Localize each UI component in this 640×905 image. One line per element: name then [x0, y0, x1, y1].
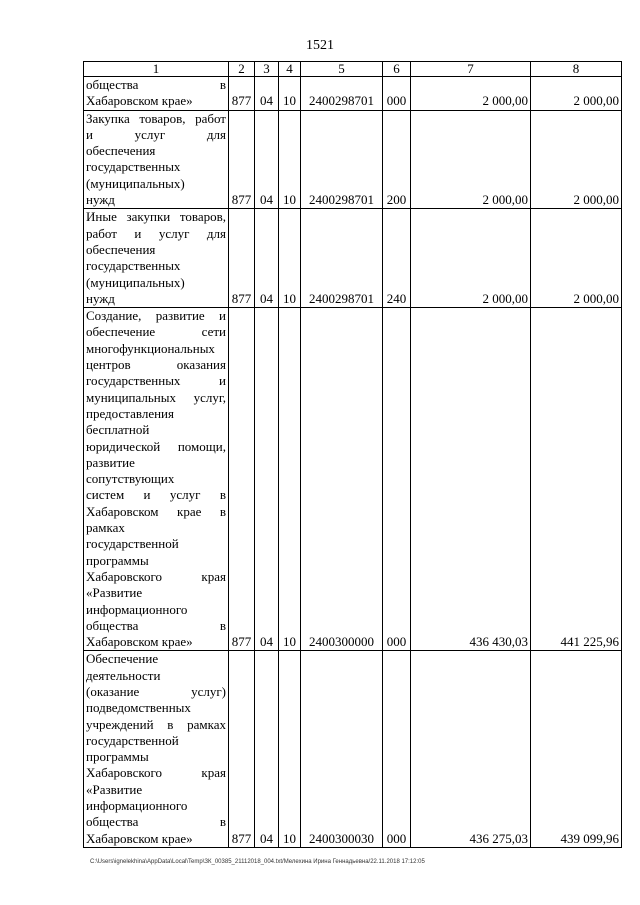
header-row [84, 62, 622, 77]
item-name-line: «Развитие [86, 781, 143, 797]
sum-year1-cell: 2 000,00 [411, 209, 531, 308]
item-name-cell [84, 651, 229, 848]
item-name-line: обеспечения [86, 241, 156, 257]
item-name-line: юридической помощи, [86, 438, 226, 454]
pr-cell: 10 [279, 308, 301, 651]
item-name-line: муниципальных услуг, [86, 389, 226, 405]
item-name-line: работ и услуг для [86, 225, 226, 241]
vr-cell: 000 [383, 651, 411, 848]
csr-cell: 2400298701 [301, 77, 383, 111]
item-name-cell [84, 110, 229, 209]
ved-cell: 877 [229, 77, 255, 111]
header-cell-6: 6 [383, 62, 411, 77]
item-name-line: нужд [86, 192, 115, 208]
vr-cell: 000 [383, 77, 411, 111]
rz-cell: 04 [255, 651, 279, 848]
item-name-line: обеспечение сети [86, 324, 226, 340]
item-name-line: систем и услуг в [86, 487, 226, 503]
table-row [84, 308, 622, 651]
item-name-line: общества в [86, 77, 226, 92]
ved-cell: 877 [229, 209, 255, 308]
header-cell-2: 2 [229, 62, 255, 77]
rz-cell: 04 [255, 110, 279, 209]
page-number: 1521 [306, 38, 334, 53]
budget-table [83, 61, 622, 848]
pr-cell: 10 [279, 110, 301, 209]
rz-cell: 04 [255, 209, 279, 308]
csr-cell: 2400298701 [301, 209, 383, 308]
header-cell-5: 5 [301, 62, 383, 77]
csr-cell: 2400300000 [301, 308, 383, 651]
header-cell-3: 3 [255, 62, 279, 77]
item-name-line: государственной [86, 536, 179, 552]
table-row [84, 77, 622, 111]
item-name-line: рамках [86, 520, 125, 536]
vr-cell: 200 [383, 110, 411, 209]
item-name-line: деятельности [86, 667, 161, 683]
item-name-line: Хабаровского края [86, 568, 226, 584]
item-name-line: подведомственных [86, 700, 191, 716]
item-name-line: сопутствующих [86, 471, 175, 487]
sum-year2-cell: 2 000,00 [531, 209, 622, 308]
item-name-line: «Развитие [86, 585, 143, 601]
item-name-line: Хабаровском крае» [86, 830, 193, 846]
sum-year1-cell: 2 000,00 [411, 110, 531, 209]
sum-year2-cell: 441 225,96 [531, 308, 622, 651]
table-row [84, 651, 622, 848]
item-name-line: Хабаровском крае в [86, 503, 226, 519]
item-name-cell [84, 77, 229, 111]
sum-year1-cell: 2 000,00 [411, 77, 531, 111]
item-name-line: (муниципальных) [86, 175, 185, 191]
item-name-line: Иные закупки товаров, [86, 209, 226, 225]
sum-year1-cell: 436 430,03 [411, 308, 531, 651]
header-cell-8: 8 [531, 62, 622, 77]
rz-cell: 04 [255, 77, 279, 111]
item-name-cell [84, 209, 229, 308]
header-cell-1: 1 [84, 62, 229, 77]
item-name-line: предоставления [86, 405, 174, 421]
sum-year2-cell: 2 000,00 [531, 77, 622, 111]
item-name-line: многофункциональных [86, 340, 215, 356]
ved-cell: 877 [229, 308, 255, 651]
item-name-line: государственных [86, 159, 181, 175]
sum-year2-cell: 439 099,96 [531, 651, 622, 848]
item-name-line: и услуг для [86, 126, 226, 142]
item-name-line: программы [86, 552, 149, 568]
vr-cell: 240 [383, 209, 411, 308]
vr-cell: 000 [383, 308, 411, 651]
item-name-line: информационного [86, 798, 188, 814]
item-name-line: Создание, развитие и [86, 308, 226, 324]
pr-cell: 10 [279, 209, 301, 308]
item-name-line: Хабаровском крае» [86, 634, 193, 650]
pr-cell: 10 [279, 651, 301, 848]
header-cell-4: 4 [279, 62, 301, 77]
item-name-cell [84, 308, 229, 651]
item-name-line: государственной [86, 732, 179, 748]
item-name-line: государственных и [86, 373, 226, 389]
rz-cell: 04 [255, 308, 279, 651]
file-path-footer: C:\Users\ignelekhina\AppData\Local\Temp\ЗК_00385_21112018_004.txt/Мелехина Ирина Геннадьевна/22.11.2018 17:12:05 [90, 859, 425, 865]
csr-cell: 2400300030 [301, 651, 383, 848]
item-name-line: (муниципальных) [86, 274, 185, 290]
item-name-line: развитие [86, 454, 135, 470]
header-cell-7: 7 [411, 62, 531, 77]
sum-year2-cell: 2 000,00 [531, 110, 622, 209]
item-name-line: программы [86, 749, 149, 765]
pr-cell: 10 [279, 77, 301, 111]
csr-cell: 2400298701 [301, 110, 383, 209]
item-name-line: информационного [86, 601, 188, 617]
item-name-line: обеспечения [86, 143, 156, 159]
item-name-line: (оказание услуг) [86, 683, 226, 699]
table-row [84, 110, 622, 209]
item-name-line: учреждений в рамках [86, 716, 226, 732]
item-name-line: Хабаровском крае» [86, 93, 193, 109]
item-name-line: нужд [86, 290, 115, 306]
item-name-line: центров оказания [86, 357, 226, 373]
item-name-line: Закупка товаров, работ [86, 110, 226, 126]
item-name-line: бесплатной [86, 422, 150, 438]
item-name-line: Обеспечение [86, 651, 159, 667]
item-name-line: Хабаровского края [86, 765, 226, 781]
item-name-line: общества в [86, 617, 226, 633]
ved-cell: 877 [229, 110, 255, 209]
item-name-line: государственных [86, 258, 181, 274]
table-row [84, 209, 622, 308]
sum-year1-cell: 436 275,03 [411, 651, 531, 848]
item-name-line: общества в [86, 814, 226, 830]
ved-cell: 877 [229, 651, 255, 848]
